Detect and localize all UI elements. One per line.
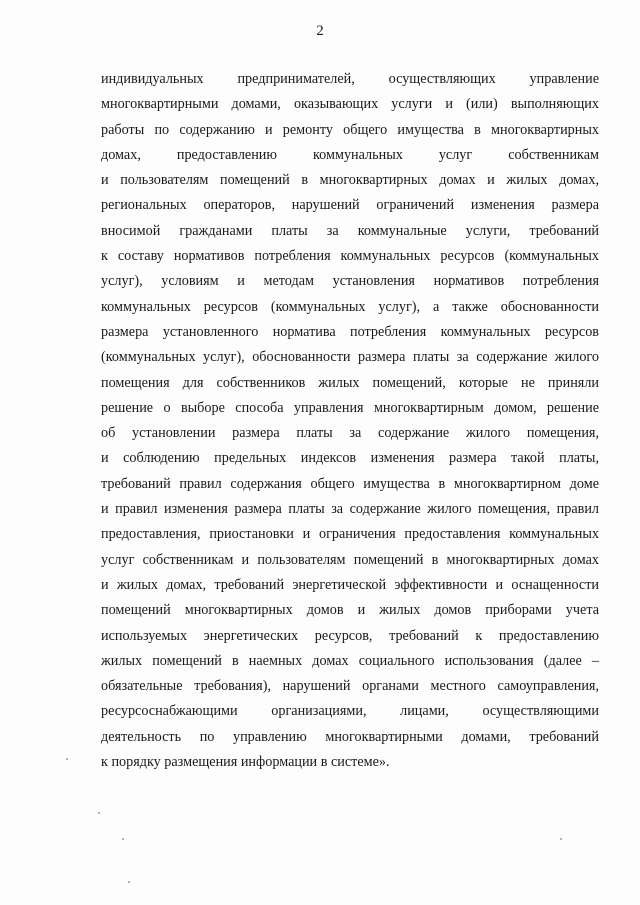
text-line: об установлении размера платы за содержание жилого помещения, bbox=[101, 425, 599, 442]
text-line: предоставления, приостановки и ограничения предоставления коммунальных bbox=[101, 526, 599, 543]
scan-speck bbox=[560, 838, 562, 840]
scan-speck bbox=[128, 881, 130, 883]
text-line: услуг собственникам и пользователям помещений в многоквартирных домах bbox=[101, 551, 599, 568]
page-number: 2 bbox=[316, 23, 324, 39]
text-line: размера установленного норматива потребления коммунальных ресурсов bbox=[101, 323, 599, 340]
text-line: индивидуальных предпринимателей, осуществляющих управление bbox=[101, 71, 599, 87]
text-line: работы по содержанию и ремонту общего имущества в многоквартирных bbox=[101, 121, 599, 138]
body-paragraph bbox=[101, 67, 599, 775]
text-line: деятельность по управлению многоквартирными домами, требований bbox=[101, 728, 599, 745]
text-line: жилых помещений в наемных домах социального использования (далее – bbox=[101, 652, 599, 669]
text-line: и пользователям помещений в многоквартирных домах и жилых домах, bbox=[101, 172, 599, 189]
text-line: требований правил содержания общего имущества в многоквартирном доме bbox=[101, 475, 599, 492]
text-line: и жилых домах, требований энергетической эффективности и оснащенности bbox=[101, 576, 599, 593]
text-line: помещения для собственников жилых помещений, которые не приняли bbox=[101, 374, 599, 391]
text-line: обязательные требования), нарушений органами местного самоуправления, bbox=[101, 678, 599, 695]
text-line: ресурсоснабжающими организациями, лицами, осуществляющими bbox=[101, 703, 599, 720]
text-line: к составу нормативов потребления коммунальных ресурсов (коммунальных bbox=[101, 248, 599, 265]
text-line: используемых энергетических ресурсов, требований к предоставлению bbox=[101, 627, 599, 644]
text-line: и соблюдению предельных индексов изменения размера такой платы, bbox=[101, 450, 599, 467]
text-line: региональных операторов, нарушений ограничений изменения размера bbox=[101, 197, 599, 214]
text-line: к порядку размещения информации в системе». bbox=[101, 754, 390, 771]
text-line: многоквартирными домами, оказывающих услуги и (или) выполняющих bbox=[101, 96, 599, 113]
text-line: (коммунальных услуг), обоснованности размера платы за содержание жилого bbox=[101, 349, 599, 366]
text-line: коммунальных ресурсов (коммунальных услуг), а также обоснованности bbox=[101, 298, 599, 315]
text-line: решение о выборе способа управления многоквартирным домом, решение bbox=[101, 399, 599, 416]
text-line: и правил изменения размера платы за содержание жилого помещения, правил bbox=[101, 501, 599, 518]
scan-speck bbox=[66, 758, 68, 760]
scan-speck bbox=[122, 838, 124, 840]
text-line: помещений многоквартирных домов и жилых домов приборами учета bbox=[101, 602, 599, 619]
text-line: услуг), условиям и методам установления нормативов потребления bbox=[101, 273, 599, 290]
text-line: вносимой гражданами платы за коммунальные услуги, требований bbox=[101, 222, 599, 239]
scan-speck bbox=[98, 812, 100, 814]
text-line: домах, предоставлению коммунальных услуг собственникам bbox=[101, 146, 599, 163]
